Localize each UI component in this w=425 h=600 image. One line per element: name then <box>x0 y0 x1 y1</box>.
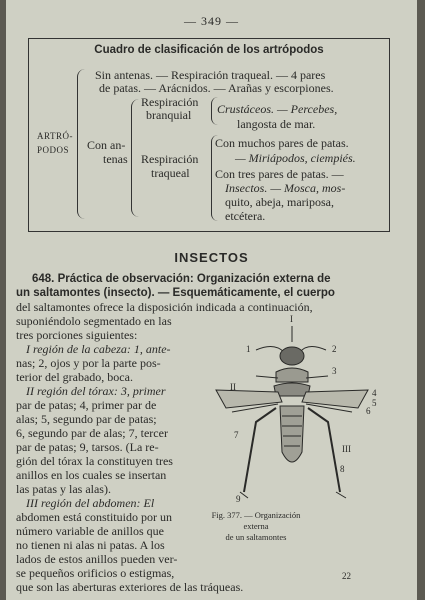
text-line-2: un saltamontes (insecto). — Esquemáticamente, el cuerpo <box>16 287 335 299</box>
text-line-18: abdomen está constituido por un <box>16 510 172 524</box>
text-line-14: gión del tórax la constituyen tres <box>16 454 173 468</box>
page-number: — 349 — <box>184 14 239 28</box>
crustaceos-b: langosta de mar. <box>237 117 316 131</box>
text-line-10: par de patas; 4, primer par de <box>16 398 157 412</box>
con-antenas-b: tenas <box>103 152 128 166</box>
insectos-c: quito, abeja, mariposa, <box>225 195 334 209</box>
text-line-22: se pequeños orificios o estigmas, <box>16 566 175 580</box>
text-line-4: suponiéndolo segmentado en las <box>16 314 172 328</box>
miriapodos-a: Con muchos pares de patas. <box>215 136 349 150</box>
row1-line-a: Sin antenas. — Respiración traqueal. — 4 pares <box>95 68 326 82</box>
branquial-a: Respiración <box>141 95 199 109</box>
text-line-1: 648. Práctica de observación: Organización externa de <box>32 273 331 285</box>
text-line-5: tres porciones siguientes: <box>16 328 138 342</box>
printer-signature: 22 <box>342 571 351 581</box>
label-2: 2 <box>332 344 337 354</box>
text-line-20: no tienen ni alas ni patas. A los <box>16 538 165 552</box>
traqueal-a: Respiración <box>141 152 199 166</box>
table-title: Cuadro de clasificación de los artrópodos <box>94 44 324 56</box>
traqueal-b: traqueal <box>151 166 190 180</box>
insectos-b: Insectos. — Mosca, mos- <box>225 181 346 195</box>
label-1: 1 <box>246 344 251 354</box>
label-8: 8 <box>340 464 345 474</box>
insectos-d: etcétera. <box>225 209 266 223</box>
label-9: 9 <box>236 494 241 504</box>
label-III: III <box>342 444 351 454</box>
label-7: 7 <box>234 430 239 440</box>
caption-line-a: Fig. 377. — Organización externa <box>211 510 301 531</box>
text-line-21: lados de estos anillos pueden ver- <box>16 552 178 566</box>
left-label-b: PODOS <box>37 145 70 155</box>
label-4: 4 <box>372 388 377 398</box>
label-6: 6 <box>366 406 371 416</box>
antenas-brace <box>131 99 139 217</box>
branquial-b: branquial <box>146 108 192 122</box>
section-heading: INSECTOS <box>174 250 249 265</box>
text-line-3: del saltamontes ofrece la disposición indicada a continuación, <box>16 300 313 314</box>
book-page <box>6 0 417 600</box>
text-line-13: par de patas; 9, tarsos. (La re- <box>16 440 159 454</box>
main-brace <box>77 69 86 219</box>
text-line-6: I región de la cabeza: 1, ante- <box>26 342 171 356</box>
classification-table <box>28 38 390 232</box>
label-I: I <box>290 314 293 324</box>
text-line-9: II región del tórax: 3, primer <box>26 384 166 398</box>
label-5: 5 <box>372 398 377 408</box>
left-label-a: ARTRÓ- <box>37 131 73 141</box>
text-line-17: III región del abdomen: El <box>26 496 155 510</box>
text-line-23: que son las aberturas exteriores de las tráqueas. <box>16 580 244 594</box>
grasshopper-illustration <box>196 312 396 507</box>
caption-line-b: de un saltamontes <box>225 532 287 542</box>
con-antenas-a: Con an- <box>87 138 126 152</box>
label-II: II <box>230 382 236 392</box>
miriapodos-b: — Miriápodos, ciempiés. <box>235 151 356 165</box>
text-line-15: anillos en los cuales se insertan <box>16 468 167 482</box>
text-line-19: número variable de anillos que <box>16 524 164 538</box>
figure-caption <box>201 510 311 543</box>
insectos-a: Con tres pares de patas. — <box>215 167 344 181</box>
row1-line-b: de patas. — Arácnidos. — Arañas y escorpiones. <box>99 81 334 95</box>
text-line-7: nas; 2, ojos y por la parte pos- <box>16 356 161 370</box>
label-3: 3 <box>332 366 337 376</box>
text-line-11: alas; 5, segundo par de patas; <box>16 412 157 426</box>
text-line-16: las patas y las alas). <box>16 482 111 496</box>
crustaceos-a: Crustáceos. — Percebes, <box>217 102 338 116</box>
text-line-8: terior del grabado, boca. <box>16 370 133 384</box>
text-line-12: 6, segundo par de alas; 7, tercer <box>16 426 168 440</box>
